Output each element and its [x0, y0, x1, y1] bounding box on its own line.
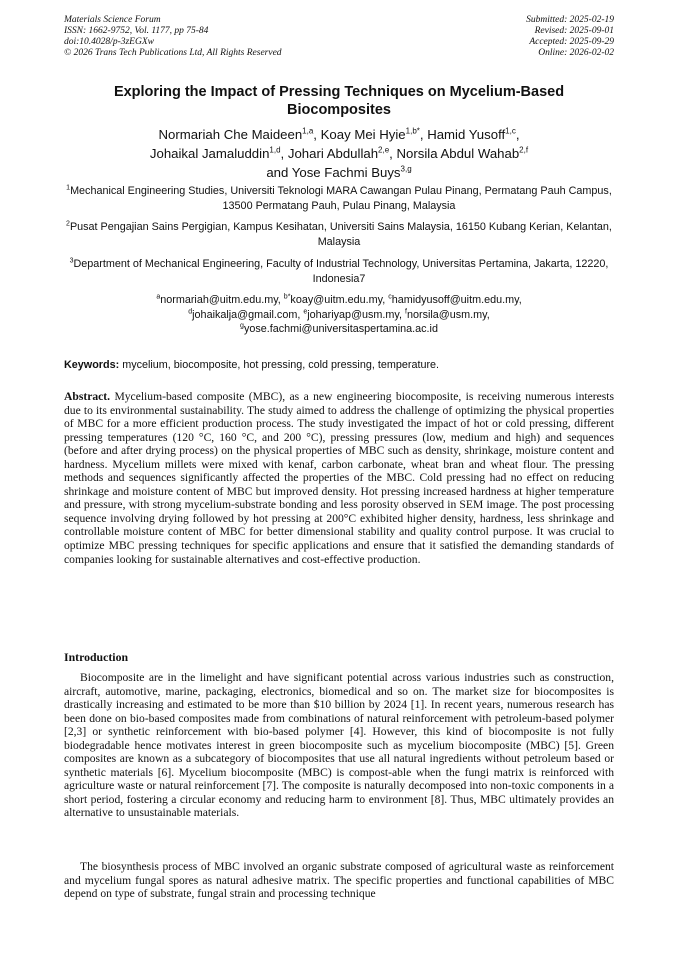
publication-dates [526, 15, 614, 59]
author-affiliation-mark: 1,c [505, 126, 516, 136]
journal-issn: ISSN: 1662-9752, Vol. 1177, pp 75-84 [64, 26, 209, 36]
affiliation-3 [64, 257, 614, 287]
email-link[interactable]: normariah@uitm.edu.my [160, 294, 278, 306]
author-name: Johari Abdullah [287, 146, 379, 161]
date-online: Online: 2026-02-02 [538, 48, 614, 58]
journal-doi[interactable]: doi:10.4028/p-3zEGXw [64, 37, 154, 47]
author-affiliation-mark: 2,f [519, 145, 529, 155]
affiliation-1 [64, 184, 614, 214]
journal-name: Materials Science Forum [64, 15, 161, 25]
introduction-paragraph-2: The biosynthesis process of MBC involved an organic substrate composed of agricultural waste as reinforcement and mycelium fungal spores as natural adhesive matrix. The specific properties and functional capabilities of MBC depend on type of substrate, fungal strain and processing technique [64, 860, 614, 901]
email-mark: e [303, 307, 308, 315]
email-mark: c [388, 293, 392, 301]
affiliation-mark: 3 [69, 257, 74, 265]
email-mark: f [405, 307, 407, 315]
affiliation-mark: 1 [66, 184, 71, 192]
paper-title: Exploring the Impact of Pressing Techniques on Mycelium-Based Biocomposites [113, 84, 565, 118]
affiliation-2 [64, 220, 614, 250]
email-mark: a [156, 293, 161, 301]
email-link[interactable]: norsila@usm.my [406, 308, 487, 321]
author-affiliation-mark: 3,g [400, 164, 412, 174]
keywords-label: Keywords: [64, 359, 120, 371]
author-name: Yose Fachmi Buys [291, 165, 401, 180]
affiliation-text: Department of Mechanical Engineering, Faculty of Industrial Technology, Universitas Pertamina, Jakarta, 12220, Indonesia7 [73, 258, 609, 285]
author-name: Hamid Yusoff [427, 127, 506, 142]
author-name: Norsila Abdul Wahab [396, 146, 520, 161]
author-name: Johaikal Jamaluddin [149, 146, 270, 161]
email-mark: d [188, 307, 193, 315]
journal-info [64, 15, 282, 59]
abstract-text: Mycelium-based composite (MBC), as a new engineering biocomposite, is receiving numerous interests due to its environmental sustainability. The study aimed to address the challenge of optimizing the physical properties of MBC for a more efficient production process. The study investigated the impact of hot or cold pressing, different pressing temperatures (120 °C, 160 °C, and 200 °C), pressing pressures (low, medium and high) and sequences (before and after drying process) on the physical properties of MBC such as density, shrinkage, moisture content and hardness. Mycelium millets were mixed with kenaf, carbon carbonate, wheat bran and wheat flour. The pressing methods and sequences significantly affected the properties of the MBC. Cold pressing had no effect on reducing shrinkage and moisture content of MBC but improved density. Hot pressing increased hardness at higher temperature and pressure, with strong mycelium-substrate bonding and less porosity observed in SEM image. The post processing sequence involving drying followed by hot pressing at 200°C exhibited higher density, hardness, less shrinkage and controllable moisture content of MBC for better dimensional stability and quality control purpose. It was crucial to optimize MBC pressing techniques for specific applications and ensure that it satisfied the demanding standards of companies looking for sustainable alternatives and cost-effective production. [64, 390, 615, 566]
email-mark: b* [283, 293, 291, 301]
author-affiliation-mark: 2,e [378, 145, 390, 155]
affiliation-mark: 2 [66, 220, 70, 228]
section-heading-introduction: Introduction [64, 650, 129, 664]
email-link[interactable]: yose.fachmi@universitaspertamina.ac.id [243, 323, 438, 335]
author-affiliation-mark: 1,d [269, 145, 281, 155]
copyright-notice: © 2026 Trans Tech Publications Ltd, All Rights Reserved [64, 48, 282, 58]
affiliation-text: Mechanical Engineering Studies, Universiti Teknologi MARA Cawangan Pulau Pinang, Permatang Pauh Campus, 13500 Permatang Pauh, Pulau Pinang, Malaysia [70, 185, 612, 212]
email-link[interactable]: hamidyusoff@uitm.edu.my [391, 294, 519, 306]
keywords [64, 358, 614, 372]
affiliation-text: Pusat Pengajian Sains Pergigian, Kampus Kesihatan, Universiti Sains Malaysia, 16150 Kubang Kerian, Kelantan, Malaysia [69, 221, 612, 248]
email-link[interactable]: johaikalja@gmail.com [192, 308, 298, 321]
author-name: Normariah Che Maideen [158, 127, 303, 142]
email-link[interactable]: koay@uitm.edu.my [290, 294, 383, 306]
email-mark: g [240, 322, 244, 330]
email-link[interactable]: johariyap@usm.my [307, 308, 400, 321]
author-list: Normariah Che Maideen$^{1,a}$, Koay Mei Hyie$^{1,b*}$, Hamid Yusoff$^{1,c}$, Johaikal Jamaluddin$^{1,d}$, Johari Abdullah$^{2,e}$, Norsila Abdul Wahab$^{2,f}$ and Yose Fachmi Buys$^{3,g}$ [149, 126, 529, 180]
author-emails: $^a$normariah@uitm.edu.my, $^{b*}$koay@uitm.edu.my, $^c$hamidyusoff@uitm.edu.my, $^d$johaikalja@gmail.com, $^e$johariyap@usm.my, $^f$norsila@usm.my, $^g$yose.fachmi@universitaspertamina.ac.id [156, 293, 522, 335]
introduction-paragraph-1: Biocomposite are in the limelight and have significant potential across various industries such as construction, aircraft, automotive, marine, packaging, electronics, biomedical and so on. The market size for biocomposites is drastically increasing and estimated to be more than $10 billion by 2024 [1]. In recent years, numerous research has been done on bio-based composites made from combinations of natural reinforcement with petroleum-based polymer [2,3] or synthetic reinforcement with bio-based polymer [4]. However, this kind of biocomposite is not fully biodegradable hence motivates interest in green biocomposite such as mycelium biocomposite (MBC) [5]. Green composites are known as a subcategory of biocomposites that use all natural ingredients without petroleum based or synthetic materials [6]. Mycelium biocomposite (MBC) is compost-able when the fungi matrix is reinforced with agriculture waste or natural reinforcement [7]. The composite is naturally decomposed into non-toxic components in a short period, fostering a circular economy and reducing harm to environment [8]. Thus, MBC ultimately provides an alternative to unsustainable materials. [64, 671, 614, 820]
date-submitted: Submitted: 2025-02-19 [526, 15, 614, 25]
date-accepted: Accepted: 2025-09-29 [529, 37, 614, 47]
abstract-label: Abstract. [64, 390, 111, 403]
author-affiliation-mark: 1,b* [405, 126, 420, 136]
date-revised: Revised: 2025-09-01 [534, 26, 614, 36]
abstract [64, 390, 614, 566]
keywords-text: mycelium, biocomposite, hot pressing, cold pressing, temperature. [122, 359, 440, 371]
author-affiliation-mark: 1,a [302, 126, 314, 136]
author-name: Koay Mei Hyie [320, 127, 406, 142]
